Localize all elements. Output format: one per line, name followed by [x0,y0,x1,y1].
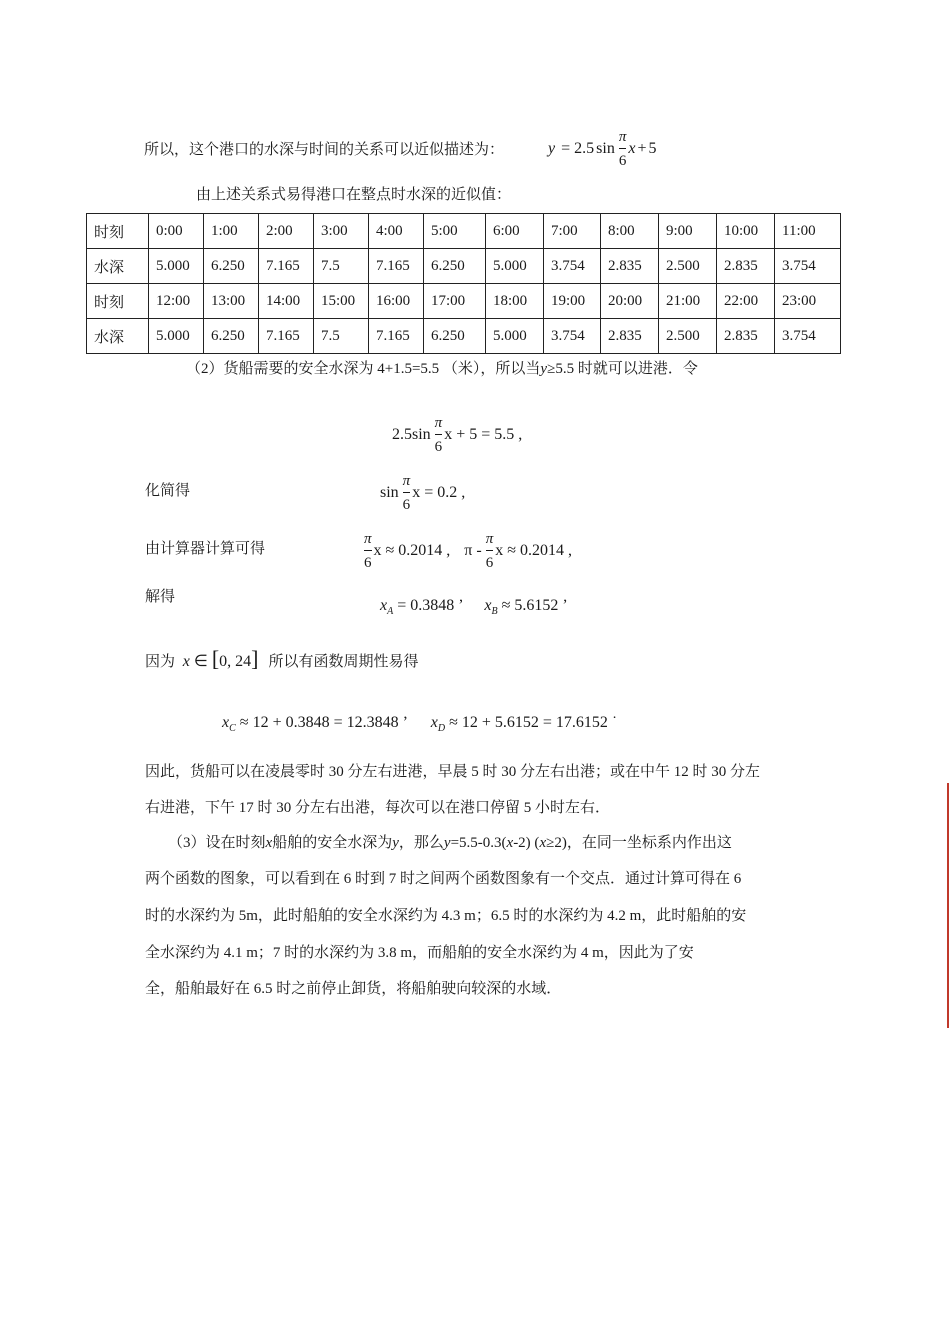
table-cell: 23:00 [775,284,841,319]
table-cell: 2.500 [659,319,717,354]
simplify-label: 化简得 [145,483,191,499]
table-cell: 19:00 [544,284,601,319]
table-cell: 6.250 [424,249,486,284]
table-row-header: 时刻 [87,214,149,249]
table-cell: 5.000 [486,249,544,284]
table-cell: 13:00 [204,284,259,319]
table-row-header: 时刻 [87,284,149,319]
table-cell: 3.754 [775,249,841,284]
table-cell: 2.835 [717,319,775,354]
part3-line-1: （3）设在时刻x船舶的安全水深为y，那么y=5.5-0.3(x-2) (x≥2)，在同一坐标系内作出这 [168,835,732,851]
table-cell: 15:00 [314,284,369,319]
table-cell: 5.000 [486,319,544,354]
table-cell: 7.5 [314,319,369,354]
equation-3: $\frac{\pi}{6}$ x ≈ 0.2014 , π - $\frac{\pi}{6}$ x ≈ 0.2014 , [364,531,572,571]
table-cell: 6.250 [204,249,259,284]
table-cell: 5.000 [149,319,204,354]
intro-text: 所以，这个港口的水深与时间的关系可以近似描述为： [144,142,505,158]
table-row [87,249,841,284]
table-cell: 4:00 [369,214,424,249]
table-cell: 18:00 [486,284,544,319]
table-cell: 8:00 [601,214,659,249]
calc-label: 由计算器计算可得 [145,541,266,557]
table-row [87,214,841,249]
part3-line-2: 两个函数的图象，可以看到在 6 时到 7 时之间两个函数图象有一个交点．通过计算可得在 6 [145,871,742,887]
table-cell: 6.250 [424,319,486,354]
table-cell: 3.754 [544,249,601,284]
table-cell: 6.250 [204,319,259,354]
table-cell: 3.754 [775,319,841,354]
conclusion-line-1: 因此，货船可以在凌晨零时 30 分左右进港，早晨 5 时 30 分左右出港；或在中午 12 时 30 分左 [145,764,761,780]
table-cell: 7.165 [369,319,424,354]
table-caption: 由上述关系式易得港口在整点时水深的近似值： [196,187,512,203]
table-cell: 0:00 [149,214,204,249]
table-cell: 10:00 [717,214,775,249]
table-cell: 9:00 [659,214,717,249]
equation-5: $x_C \approx 12 + 0.3848 = 12.3848$ ’ $x_D \approx 12 + 5.6152 = 17.6152$ ˙ [222,714,618,734]
table-cell: 3:00 [314,214,369,249]
table-row [87,319,841,354]
table-cell: 2.835 [601,319,659,354]
table-cell: 7.165 [259,249,314,284]
table-cell: 16:00 [369,284,424,319]
table-cell: 7.165 [259,319,314,354]
part3-line-4: 全水深约为 4.1 m；7 时的水深约为 3.8 m，而船舶的安全水深约为 4 m，因此为了安 [145,945,694,961]
table-cell: 1:00 [204,214,259,249]
table-cell: 5.000 [149,249,204,284]
equation-2: sin $\frac{\pi}{6}$ x = 0.2 , [380,473,466,513]
part3-line-5: 全，船舶最好在 6.5 时之前停止卸货，将船舶驶向较深的水域． [145,981,562,997]
table-row-header: 水深 [87,249,149,284]
part3-line-3: 时的水深约为 5m，此时船舶的安全水深约为 4.3 m；6.5 时的水深约为 4.2 m，此时船舶的安 [145,908,747,924]
equation-4: $x_A = 0.3848$ ’ $x_B \approx 5.6152$ ’ [380,597,568,617]
table-cell: 3.754 [544,319,601,354]
depth-table [86,213,841,354]
table-cell: 5:00 [424,214,486,249]
conclusion-line-2: 右进港，下午 17 时 30 分左右出港，每次可以在港口停留 5 小时左右． [145,800,611,816]
part2-intro: （2）货船需要的安全水深为 4+1.5=5.5 （米），所以当y≥5.5 时就可以进港．令 [186,361,698,377]
table-cell: 21:00 [659,284,717,319]
table-cell: 2.835 [601,249,659,284]
intro-formula: y = 2.5 sin $\frac{\pi}{6}$ x + 5 [548,129,657,169]
table-cell: 6:00 [486,214,544,249]
table-row-header: 水深 [87,319,149,354]
table-cell: 20:00 [601,284,659,319]
equation-1: 2.5sin $\frac{\pi}{6}$ x + 5 = 5.5 , [392,415,523,455]
margin-line [947,783,949,1028]
table-cell: 11:00 [775,214,841,249]
table-cell: 2.500 [659,249,717,284]
because-line: 因为 x ∈ [0, 24] 所以有函数周期性易得 [145,646,419,671]
table-cell: 7.165 [369,249,424,284]
table-cell: 2:00 [259,214,314,249]
table-cell: 12:00 [149,284,204,319]
table-row [87,284,841,319]
solve-label: 解得 [145,589,176,605]
table-cell: 22:00 [717,284,775,319]
table-cell: 7.5 [314,249,369,284]
table-cell: 7:00 [544,214,601,249]
table-cell: 14:00 [259,284,314,319]
table-cell: 2.835 [717,249,775,284]
table-cell: 17:00 [424,284,486,319]
